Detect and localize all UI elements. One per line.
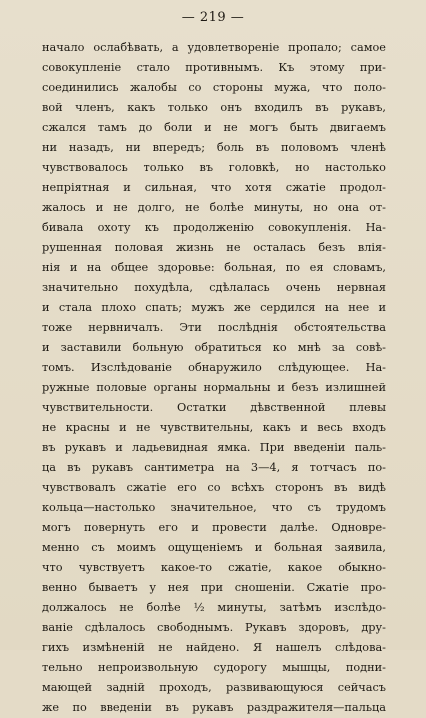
text-line: совокупленіе стало противнымъ. Къ этому при-	[42, 61, 386, 74]
text-line: соединились жалобы со стороны мужа, что поло-	[42, 81, 386, 94]
text-line: нія и на общее здоровье: больная, по ея словамъ,	[42, 261, 386, 274]
text-line: чувствовалось только въ головкѣ, но настолько	[42, 161, 386, 174]
text-line: бивала охоту къ продолженію совокупленія. На-	[42, 221, 386, 234]
text-line: не красны и не чувствительны, какъ и весь входъ	[42, 421, 386, 434]
text-line: чувствовалъ сжатіе его со всѣхъ сторонъ въ видѣ	[42, 481, 386, 494]
text-line: что чувствуетъ какое-то сжатіе, какое обыкно-	[42, 561, 386, 574]
text-line: значительно похудѣла, сдѣлалась очень нервная	[42, 281, 386, 294]
text-line: чувствительности. Остатки дѣвственной плевы	[42, 401, 386, 414]
text-line: ца въ рукавъ сантиметра на 3—4, я тотчасъ по-	[42, 461, 386, 474]
text-line: тельно непроизвольную судорогу мышцы, подни-	[42, 661, 386, 674]
text-line: гихъ измѣненій не найдено. Я нашелъ слѣдова-	[42, 641, 386, 654]
body-text	[42, 38, 386, 718]
text-line: ваніе сдѣлалось свободнымъ. Рукавъ здоровъ, дру-	[42, 621, 386, 634]
text-line: сжался тамъ до боли и не могъ быть двигаемъ	[42, 121, 386, 134]
text-line: могъ повернуть его и провести далѣе. Одновре-	[42, 521, 386, 534]
page-number: — 219 —	[181, 10, 245, 25]
text-line: и стала плохо спать; мужъ же сердился на нее и	[42, 301, 386, 314]
text-line: ружные половые органы нормальны и безъ излишней	[42, 381, 386, 394]
text-line: кольца—настолько значительное, что съ трудомъ	[42, 501, 386, 514]
text-line: тоже нервничалъ. Эти послѣднія обстоятельства	[42, 321, 386, 334]
text-line: непріятная и сильная, что хотя сжатіе продол-	[42, 181, 386, 194]
text-line: же по введеніи въ рукавъ раздражителя—пальца	[42, 701, 386, 714]
text-line: рушенная половая жизнь не осталась безъ влія-	[42, 241, 386, 254]
text-line: менно съ моимъ ощущеніемъ и больная заявила,	[42, 541, 386, 554]
text-line: венно бываетъ у нея при сношеніи. Сжатіе про-	[42, 581, 386, 594]
text-line: ни назадъ, ни впередъ; боль въ половомъ членѣ	[42, 141, 386, 154]
text-line: вой членъ, какъ только онъ входилъ въ рукавъ,	[42, 101, 386, 114]
text-line: жалось и не долго, не болѣе минуты, но она от-	[42, 201, 386, 214]
text-line: начало ослабѣвать, а удовлетвореніе пропало; самое	[42, 41, 386, 54]
text-line: въ рукавъ и ладьевидная ямка. При введеніи паль-	[42, 441, 386, 454]
text-line: должалось не болѣе ½ минуты, затѣмъ изслѣдо-	[42, 601, 386, 614]
text-line: и заставили больную обратиться ко мнѣ за совѣ-	[42, 341, 386, 354]
text-line: томъ. Изслѣдованіе обнаружило слѣдующее. На-	[42, 361, 386, 374]
text-line: мающей задній проходъ, развивающуюся сейчасъ	[42, 681, 386, 694]
